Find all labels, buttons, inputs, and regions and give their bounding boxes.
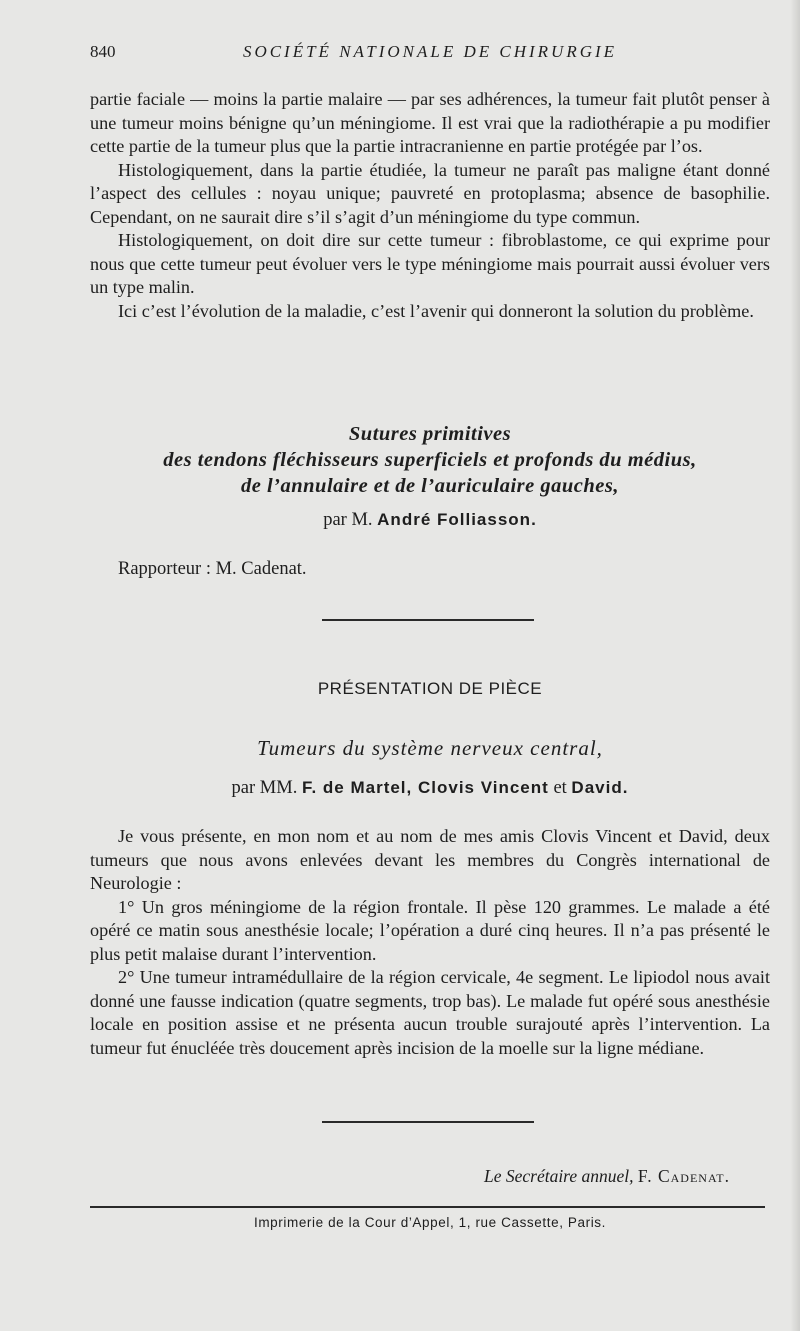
author-names: F. de Martel, Clovis Vincent [301,778,549,797]
footer-rule [90,1206,765,1208]
byline-prefix: par M. [323,510,373,530]
article-title [90,735,770,762]
article-byline [90,776,770,800]
page-header [90,42,770,66]
paragraph: Je vous présente, en mon nom et au nom de mes amis Clovis Vincent et David, deux tumeurs que nous avons enlevées devant les membres du Congrès international de Neurologie : [90,826,770,893]
paragraph: 2° Une tumeur intramédullaire de la région cervicale, 4e segment. Le lipiodol nous avait donné une fausse indication (quatre segments, trop bas). Le malade fut opéré sous anesthésie locale en position assise et ne présenta aucun trouble surajouté après l’intervention. La tumeur fut énucléée très doucement après incision de la moelle sur la ligne médiane. [90,967,770,1058]
section-divider [322,1121,534,1123]
scan-edge-shadow [790,0,800,1331]
signature-role: Le Secrétaire annuel, [483,1166,634,1186]
running-head: SOCIÉTÉ NATIONALE DE CHIRURGIE [242,42,618,61]
section-divider [322,619,534,621]
signature [90,1166,730,1187]
paragraph: Ici c’est l’évolution de la maladie, c’est l’avenir qui donneront la solution du problème. [118,300,754,321]
article-title-line: des tendons fléchisseurs superficiels et profonds du médius, [163,449,697,471]
printer-imprint: Imprimerie de la Cour d’Appel, 1, rue Cassette, Paris. [253,1215,607,1230]
author-name: David. [571,778,629,797]
signature-name: F. Cadenat. [637,1166,730,1186]
article-body [90,825,770,1060]
continued-section [90,88,770,323]
byline-conjunction: et [553,778,567,798]
rapporteur-line: Rapporteur : M. Cadenat. [118,559,307,579]
section-heading: PRÉSENTATION DE PIÈCE [317,679,543,698]
article-title-line: Sutures primitives [348,423,512,445]
paragraph: Histologiquement, on doit dire sur cette tumeur : fibroblastome, ce qui exprime pour nous que cette tumeur peut évoluer vers le type méningiome mais pourrait aussi évoluer vers un type malin. [90,230,770,297]
author-name: André Folliasson. [377,510,537,529]
article-title-text: Tumeurs du système nerveux central, [257,736,603,760]
paragraph: Histologiquement, dans la partie étudiée, la tumeur ne paraît pas maligne étant donné l’aspect des cellules : noyau unique; pauvreté en protoplasma; absence de basophilie. Cependant, on ne saurait dire s’il s’agit d’un méningiome du type commun. [90,159,770,227]
article-title-line: de l’annulaire et de l’auriculaire gauches, [241,475,619,497]
paragraph: partie faciale — moins la partie malaire — par ses adhérences, la tumeur fait plutôt penser à une tumeur moins bénigne qu’un méningiome. Il est vrai que la radiothérapie a pu modifier cette partie de la tumeur plus que la partie intracranienne en partie protégée par l’os. [90,89,770,156]
byline-prefix: par MM. [231,778,298,798]
article-title-block [90,421,770,499]
paragraph: 1° Un gros méningiome de la région frontale. Il pèse 120 grammes. Le malade a été opéré ce matin sous anesthésie locale; l’opération a duré cinq heures. Il n’a pas présenté le plus petit malaise durant l’intervention. [90,896,770,964]
page-number: 840 [90,42,116,61]
article-byline [90,508,770,532]
